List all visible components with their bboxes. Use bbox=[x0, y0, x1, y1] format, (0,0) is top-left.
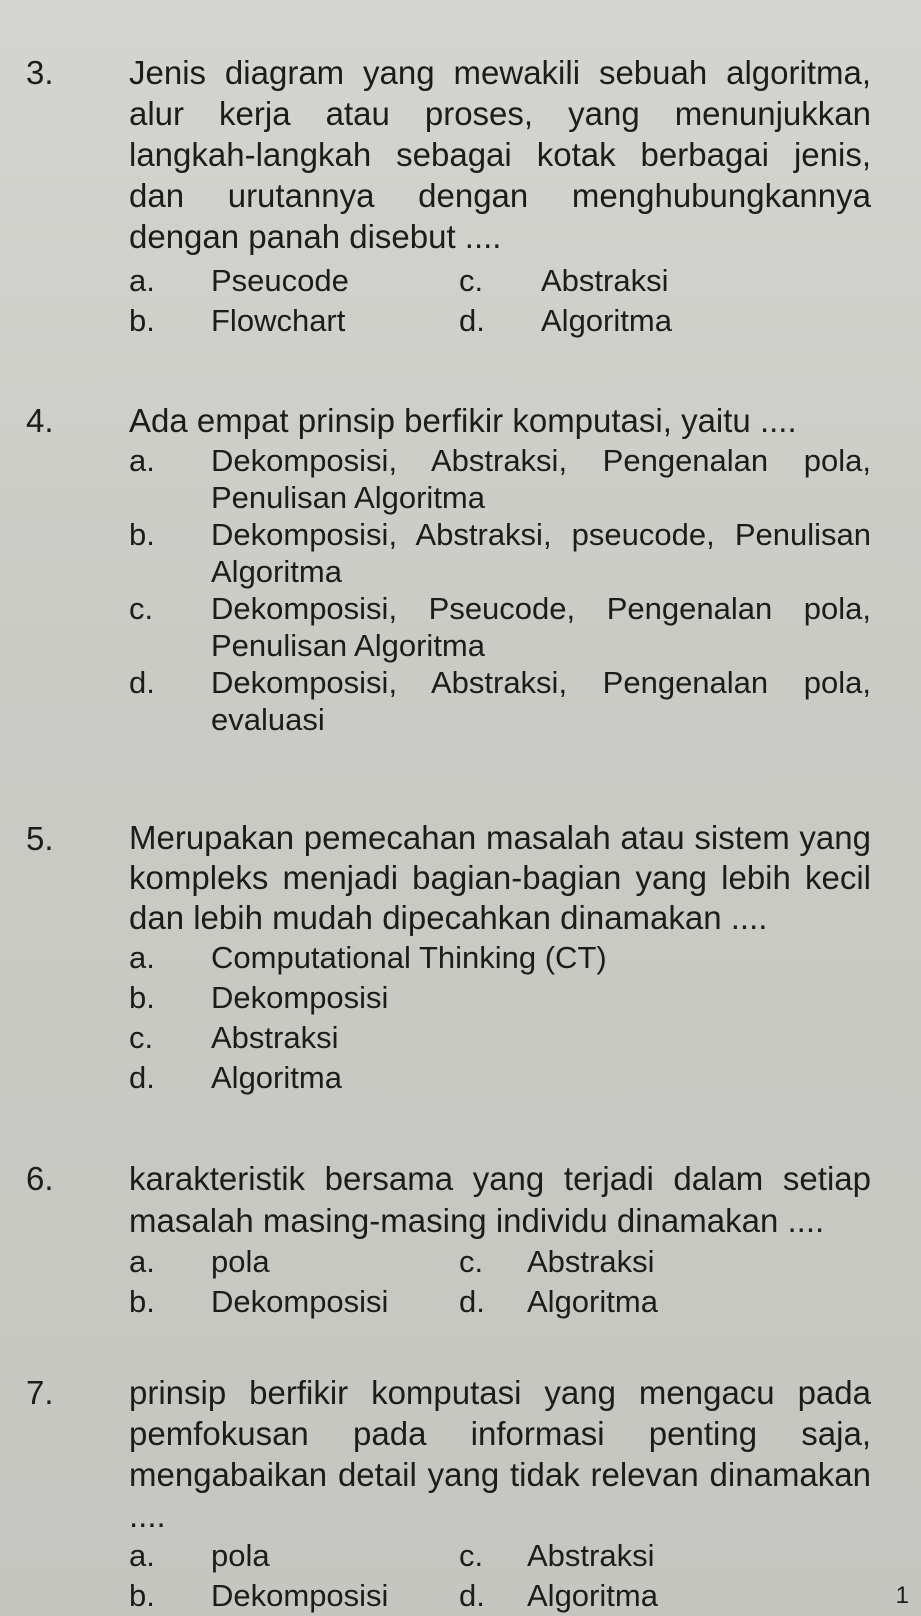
option-text: Dekomposisi, Pseucode, Pengenalan pola, Penulisan Algoritma bbox=[211, 591, 871, 663]
option-text: Algoritma bbox=[527, 1284, 658, 1319]
option-a[interactable] bbox=[129, 1242, 459, 1282]
options-grid bbox=[129, 1536, 871, 1616]
options-list bbox=[129, 442, 871, 738]
option-text: Dekomposisi, Abstraksi, pseucode, Penulisan Algoritma bbox=[211, 517, 871, 589]
option-d[interactable] bbox=[459, 1576, 859, 1616]
option-letter: a. bbox=[129, 1244, 155, 1279]
option-text: Abstraksi bbox=[541, 263, 669, 298]
option-letter: c. bbox=[129, 1020, 154, 1055]
option-letter: c. bbox=[129, 591, 154, 626]
option-letter: a. bbox=[129, 1538, 155, 1573]
option-c[interactable] bbox=[459, 261, 859, 301]
question-text: prinsip berfikir komputasi yang mengacu pada pemfokusan pada informasi penting saja, mengabaikan detail yang tidak relevan dinamakan .... bbox=[129, 1374, 871, 1534]
option-text: pola bbox=[211, 1244, 270, 1279]
question-number: 5. bbox=[26, 820, 54, 857]
option-b[interactable] bbox=[129, 516, 871, 590]
option-text: Dekomposisi, Abstraksi, Pengenalan pola, evaluasi bbox=[211, 665, 871, 737]
option-letter: b. bbox=[129, 1578, 155, 1613]
option-d[interactable] bbox=[459, 1282, 859, 1322]
question-4 bbox=[26, 400, 871, 738]
question-text: Ada empat prinsip berfikir komputasi, yaitu .... bbox=[129, 402, 797, 439]
question-3 bbox=[26, 52, 871, 341]
option-text: Algoritma bbox=[211, 1060, 342, 1095]
option-text: Computational Thinking (CT) bbox=[211, 940, 607, 975]
question-number: 7. bbox=[26, 1374, 54, 1411]
option-letter: b. bbox=[129, 303, 155, 338]
option-c[interactable] bbox=[129, 1018, 871, 1058]
option-letter: b. bbox=[129, 1284, 155, 1319]
option-letter: c. bbox=[459, 263, 484, 298]
option-letter: a. bbox=[129, 263, 155, 298]
options-list bbox=[129, 938, 871, 1098]
option-a[interactable] bbox=[129, 938, 871, 978]
option-text: Flowchart bbox=[211, 303, 346, 338]
option-letter: d. bbox=[459, 1578, 485, 1613]
options-grid bbox=[129, 261, 871, 341]
option-letter: d. bbox=[129, 1060, 155, 1095]
option-b[interactable] bbox=[129, 301, 459, 341]
option-text: Dekomposisi bbox=[211, 1284, 389, 1319]
option-letter: d. bbox=[129, 665, 155, 700]
option-d[interactable] bbox=[129, 664, 871, 738]
question-7 bbox=[26, 1372, 871, 1616]
question-number: 4. bbox=[26, 402, 54, 439]
option-c[interactable] bbox=[459, 1536, 859, 1576]
option-letter: a. bbox=[129, 443, 155, 478]
option-text: Abstraksi bbox=[211, 1020, 339, 1055]
option-d[interactable] bbox=[459, 301, 859, 341]
option-letter: a. bbox=[129, 940, 155, 975]
question-number: 3. bbox=[26, 54, 54, 91]
option-text: Dekomposisi bbox=[211, 980, 389, 1015]
option-letter: c. bbox=[459, 1244, 484, 1279]
question-text: Jenis diagram yang mewakili sebuah algoritma, alur kerja atau proses, yang menunjukkan langkah-langkah sebagai kotak berbagai jenis, dan urutannya dengan menghubungkannya dengan panah disebut .... bbox=[129, 54, 871, 255]
option-text: Dekomposisi, Abstraksi, Pengenalan pola, Penulisan Algoritma bbox=[211, 443, 871, 515]
option-letter: d. bbox=[459, 303, 485, 338]
options-grid bbox=[129, 1242, 871, 1322]
option-letter: b. bbox=[129, 517, 155, 552]
option-c[interactable] bbox=[129, 590, 871, 664]
option-b[interactable] bbox=[129, 978, 871, 1018]
option-letter: c. bbox=[459, 1538, 484, 1573]
question-text: karakteristik bersama yang terjadi dalam setiap masalah masing-masing individu dinamakan .... bbox=[129, 1160, 871, 1239]
option-text: Pseucode bbox=[211, 263, 349, 298]
question-text: Merupakan pemecahan masalah atau sistem yang kompleks menjadi bagian-bagian yang lebih kecil dan lebih mudah dipecahkan dinamakan .... bbox=[129, 819, 871, 936]
option-letter: d. bbox=[459, 1284, 485, 1319]
option-text: Algoritma bbox=[541, 303, 672, 338]
option-text: Algoritma bbox=[527, 1578, 658, 1613]
option-text: Abstraksi bbox=[527, 1244, 655, 1279]
page-number: 1 bbox=[895, 1582, 909, 1609]
option-text: Abstraksi bbox=[527, 1538, 655, 1573]
option-a[interactable] bbox=[129, 442, 871, 516]
option-c[interactable] bbox=[459, 1242, 859, 1282]
option-b[interactable] bbox=[129, 1282, 459, 1322]
option-letter: b. bbox=[129, 980, 155, 1015]
option-text: Dekomposisi bbox=[211, 1578, 389, 1613]
question-number: 6. bbox=[26, 1160, 54, 1197]
option-a[interactable] bbox=[129, 261, 459, 301]
option-b[interactable] bbox=[129, 1576, 459, 1616]
question-6 bbox=[26, 1158, 871, 1322]
option-d[interactable] bbox=[129, 1058, 871, 1098]
question-5 bbox=[26, 818, 871, 1098]
option-a[interactable] bbox=[129, 1536, 459, 1576]
option-text: pola bbox=[211, 1538, 270, 1573]
